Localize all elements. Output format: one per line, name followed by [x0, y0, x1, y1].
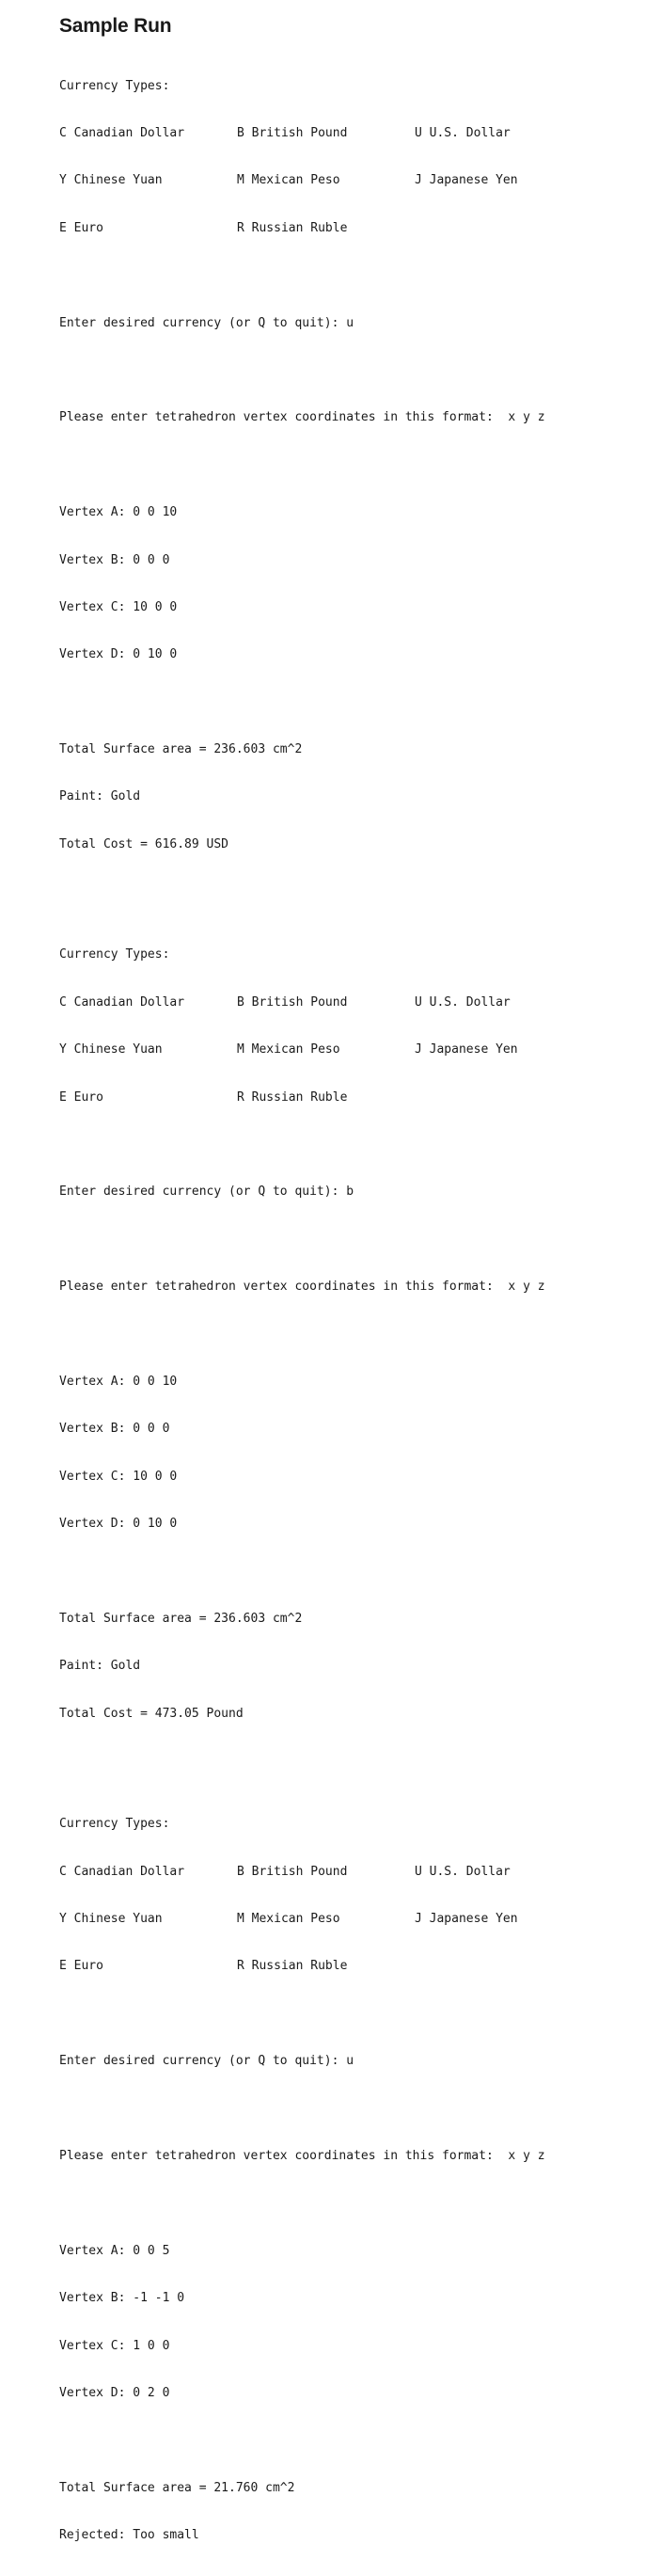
currency-option: J Japanese Yen — [415, 173, 518, 188]
currency-header: Currency Types: — [59, 947, 170, 962]
vertex-line: Vertex C: 10 0 0 — [59, 1469, 178, 1484]
currency-row — [59, 1865, 642, 1881]
currency-option: M Mexican Peso — [237, 173, 340, 188]
currency-option: E Euro — [59, 1959, 103, 1974]
result-line: Paint: Gold — [59, 789, 141, 804]
vertex-line: Vertex B: 0 0 0 — [59, 552, 170, 567]
currency-option: C Canadian Dollar — [59, 125, 185, 140]
vertex-line: Vertex C: 10 0 0 — [59, 599, 178, 614]
result-line: Total Cost = 473.05 Pound — [59, 1706, 244, 1721]
vertex-line: Vertex D: 0 10 0 — [59, 647, 178, 662]
currency-row — [59, 173, 642, 189]
vertex-line: Vertex A: 0 0 5 — [59, 2243, 170, 2258]
vertex-line: Vertex D: 0 10 0 — [59, 1517, 178, 1532]
currency-row — [59, 221, 642, 237]
currency-option — [415, 1959, 603, 1975]
run-block — [59, 1786, 642, 2576]
currency-option: M Mexican Peso — [237, 1042, 340, 1057]
currency-prompt: Enter desired currency (or Q to quit): u — [59, 315, 354, 330]
currency-option: Y Chinese Yuan — [59, 173, 163, 188]
currency-option — [415, 221, 603, 237]
page-title: Sample Run — [59, 15, 172, 37]
currency-option: Y Chinese Yuan — [59, 1912, 163, 1927]
run-block — [59, 916, 642, 1754]
vertex-line: Vertex A: 0 0 10 — [59, 505, 178, 520]
currency-option: C Canadian Dollar — [59, 994, 185, 1010]
currency-row — [59, 995, 642, 1011]
currency-option: E Euro — [59, 220, 103, 235]
coordinate-prompt: Please enter tetrahedron vertex coordinates in this format: x y z — [59, 2148, 545, 2163]
run-block — [59, 47, 642, 884]
currency-row — [59, 1090, 642, 1106]
result-line: Rejected: Too small — [59, 2528, 199, 2543]
currency-option — [415, 1090, 603, 1106]
currency-option: M Mexican Peso — [237, 1912, 340, 1927]
currency-prompt: Enter desired currency (or Q to quit): u — [59, 2054, 354, 2069]
vertex-line: Vertex B: -1 -1 0 — [59, 2291, 185, 2306]
currency-option: R Russian Ruble — [237, 1089, 348, 1105]
currency-row — [59, 126, 642, 142]
currency-prompt: Enter desired currency (or Q to quit): b — [59, 1185, 354, 1200]
currency-option: R Russian Ruble — [237, 1959, 348, 1974]
result-line: Total Surface area = 236.603 cm^2 — [59, 1611, 303, 1626]
sample-run-document — [59, 13, 642, 2576]
currency-option: Y Chinese Yuan — [59, 1042, 163, 1057]
currency-option: R Russian Ruble — [237, 220, 348, 235]
currency-option: B British Pound — [237, 1864, 348, 1879]
currency-row — [59, 1959, 642, 1975]
currency-option: B British Pound — [237, 994, 348, 1010]
currency-option: J Japanese Yen — [415, 1042, 518, 1057]
result-line: Total Surface area = 236.603 cm^2 — [59, 742, 303, 757]
currency-option: C Canadian Dollar — [59, 1864, 185, 1879]
currency-option: U U.S. Dollar — [415, 994, 511, 1010]
currency-row — [59, 1912, 642, 1928]
result-line: Paint: Gold — [59, 1659, 141, 1674]
currency-row — [59, 1042, 642, 1058]
vertex-line: Vertex C: 1 0 0 — [59, 2338, 170, 2353]
currency-option: J Japanese Yen — [415, 1912, 518, 1927]
coordinate-prompt: Please enter tetrahedron vertex coordinates in this format: x y z — [59, 410, 545, 425]
currency-option: B British Pound — [237, 125, 348, 140]
vertex-line: Vertex B: 0 0 0 — [59, 1422, 170, 1437]
currency-option: E Euro — [59, 1089, 103, 1105]
currency-option: U U.S. Dollar — [415, 1864, 511, 1879]
result-line: Total Cost = 616.89 USD — [59, 836, 229, 851]
result-line: Total Surface area = 21.760 cm^2 — [59, 2480, 295, 2495]
currency-header: Currency Types: — [59, 1817, 170, 1832]
coordinate-prompt: Please enter tetrahedron vertex coordinates in this format: x y z — [59, 1280, 545, 1295]
vertex-line: Vertex A: 0 0 10 — [59, 1374, 178, 1389]
currency-header: Currency Types: — [59, 78, 170, 93]
currency-option: U U.S. Dollar — [415, 125, 511, 140]
vertex-line: Vertex D: 0 2 0 — [59, 2385, 170, 2400]
